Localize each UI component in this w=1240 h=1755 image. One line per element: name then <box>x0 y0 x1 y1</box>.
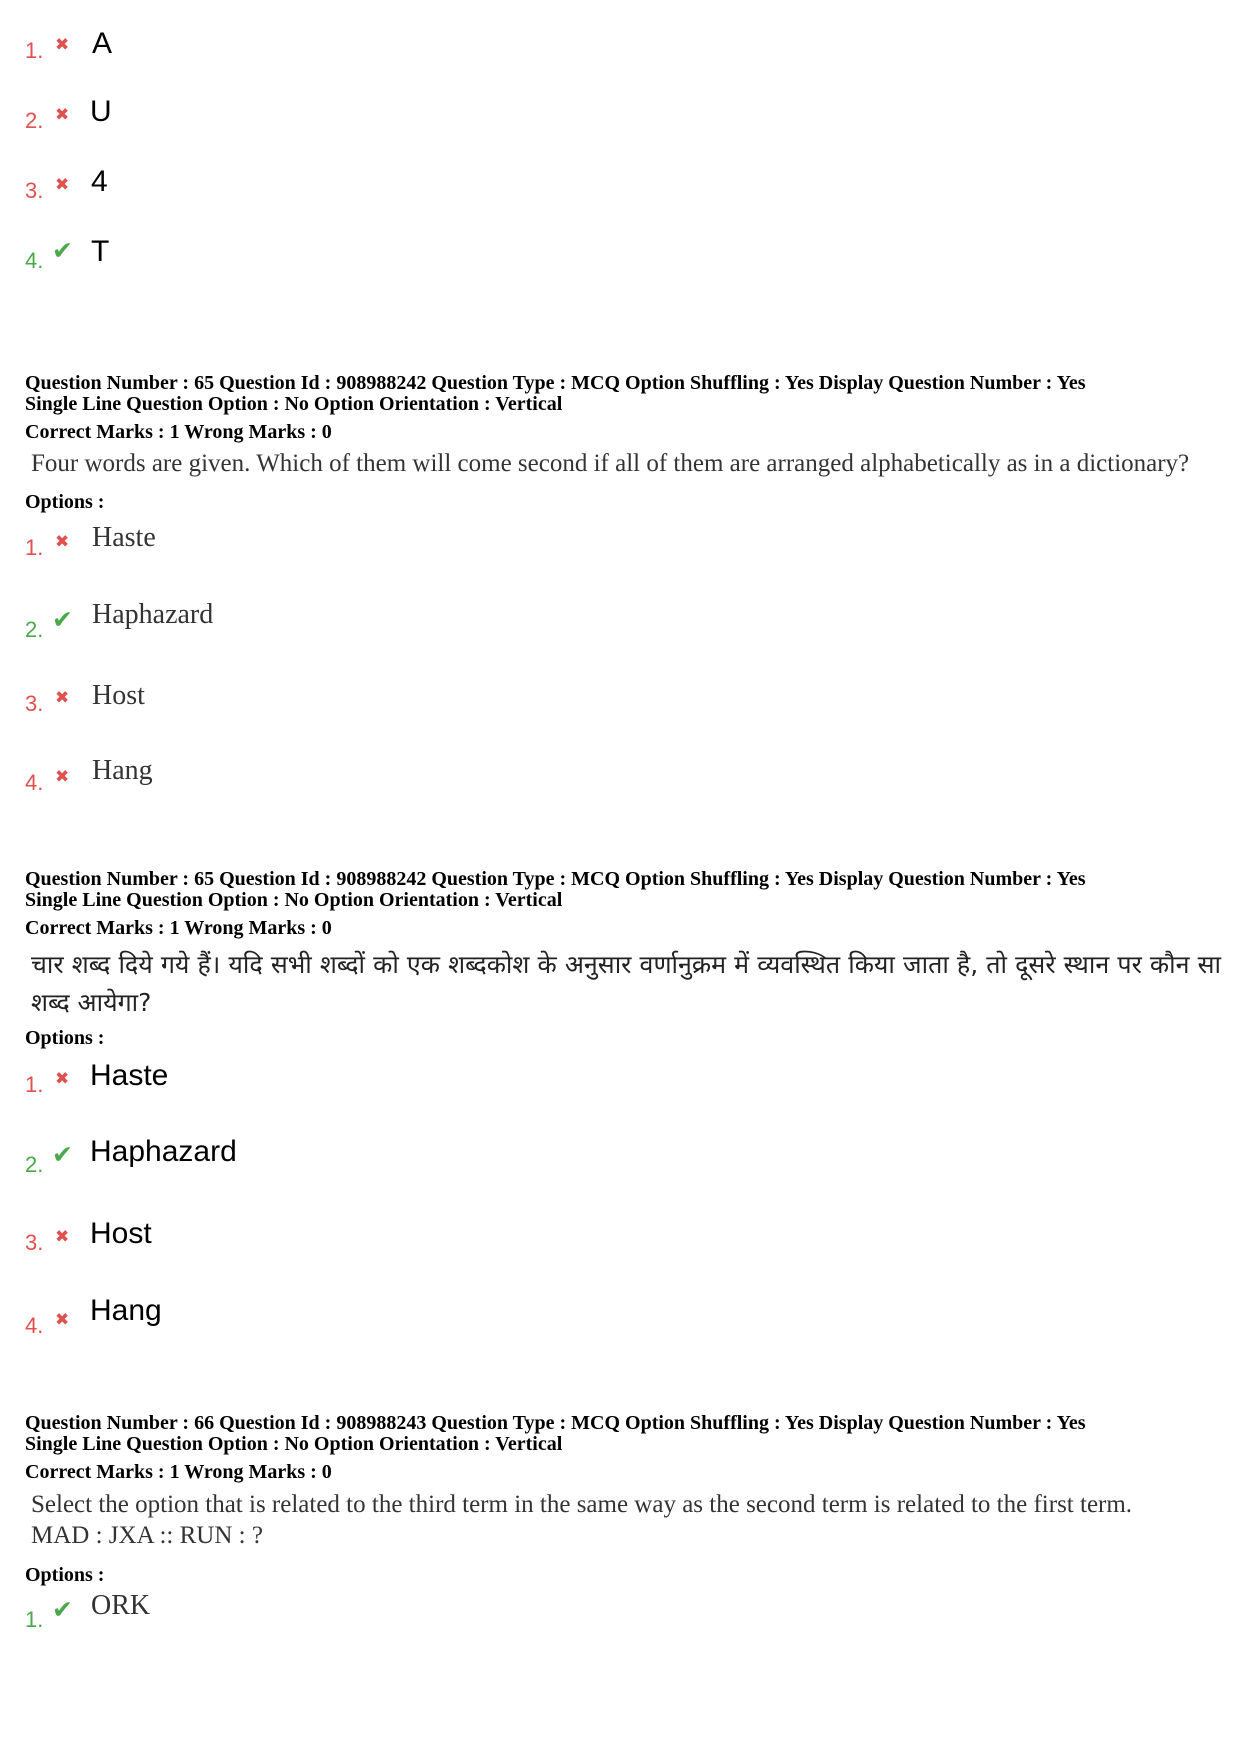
cross-icon: ✖ <box>55 1069 70 1089</box>
option-text: Haphazard <box>90 1135 237 1168</box>
option-text: Hang <box>92 755 153 786</box>
option-number: 4. <box>25 1313 44 1338</box>
question-meta-line1: Question Number : 65 Question Id : 908988242 Question Type : MCQ Option Shuffling : Yes Display Question Number : Yes <box>25 868 1086 890</box>
option-text: Haste <box>90 1059 169 1092</box>
option-text: Hang <box>90 1294 162 1327</box>
option-text: ORK <box>91 1590 151 1621</box>
option-number: 4. <box>25 770 44 795</box>
option-number: 1. <box>25 1607 44 1632</box>
option-number: 1. <box>25 1072 44 1097</box>
question-text-line1: Select the option that is related to the third term in the same way as the second term is related to the first term. <box>31 1491 1133 1518</box>
option-text: 4 <box>91 165 108 198</box>
check-icon: ✔ <box>52 1140 73 1169</box>
question-meta-line2: Single Line Question Option : No Option Orientation : Vertical <box>25 393 563 415</box>
question-meta-line2: Single Line Question Option : No Option Orientation : Vertical <box>25 1433 563 1455</box>
option-number: 2. <box>25 1152 44 1177</box>
question-text: चार शब्द दिये गये हैं। यदि सभी शब्दों को एक शब्दकोश के अनुसार वर्णानुक्रम में व्यवस्थित किया जाता है, तो दूसरे स्थान पर कौन सा शब्द आयेगा? <box>31 950 1221 1017</box>
option-number: 1. <box>25 38 44 63</box>
options-label: Options : <box>25 491 105 513</box>
question-marks: Correct Marks : 1 Wrong Marks : 0 <box>25 1461 332 1483</box>
question-marks: Correct Marks : 1 Wrong Marks : 0 <box>25 421 332 443</box>
option-number: 1. <box>25 535 44 560</box>
question-text-line2: MAD : JXA :: RUN : ? <box>31 1522 263 1549</box>
question-meta-line1: Question Number : 66 Question Id : 908988243 Question Type : MCQ Option Shuffling : Yes Display Question Number : Yes <box>25 1412 1086 1434</box>
cross-icon: ✖ <box>55 35 70 55</box>
cross-icon: ✖ <box>55 532 70 552</box>
cross-icon: ✖ <box>55 688 70 708</box>
question-meta-line2: Single Line Question Option : No Option Orientation : Vertical <box>25 889 563 911</box>
question-meta-line1: Question Number : 65 Question Id : 908988242 Question Type : MCQ Option Shuffling : Yes Display Question Number : Yes <box>25 372 1086 394</box>
check-icon: ✔ <box>52 236 73 265</box>
cross-icon: ✖ <box>55 1227 70 1247</box>
option-text: Host <box>90 1217 152 1250</box>
question-text: Four words are given. Which of them will come second if all of them are arranged alphabetically as in a dictionary? <box>31 450 1190 477</box>
option-text: Host <box>92 680 145 711</box>
option-text: Haphazard <box>92 599 214 630</box>
option-text: U <box>90 95 112 128</box>
option-text: Haste <box>92 522 156 553</box>
option-text: A <box>92 27 113 60</box>
cross-icon: ✖ <box>55 175 70 195</box>
option-number: 2. <box>25 617 44 642</box>
option-number: 3. <box>25 691 44 716</box>
question-marks: Correct Marks : 1 Wrong Marks : 0 <box>25 917 332 939</box>
cross-icon: ✖ <box>55 105 70 125</box>
option-text: T <box>91 235 110 268</box>
option-number: 2. <box>25 108 44 133</box>
option-number: 3. <box>25 1230 44 1255</box>
options-label: Options : <box>25 1027 105 1049</box>
cross-icon: ✖ <box>55 767 70 787</box>
option-number: 3. <box>25 178 44 203</box>
options-label: Options : <box>25 1564 105 1586</box>
option-number: 4. <box>25 248 44 273</box>
check-icon: ✔ <box>52 1595 73 1624</box>
cross-icon: ✖ <box>55 1310 70 1330</box>
check-icon: ✔ <box>52 605 73 634</box>
